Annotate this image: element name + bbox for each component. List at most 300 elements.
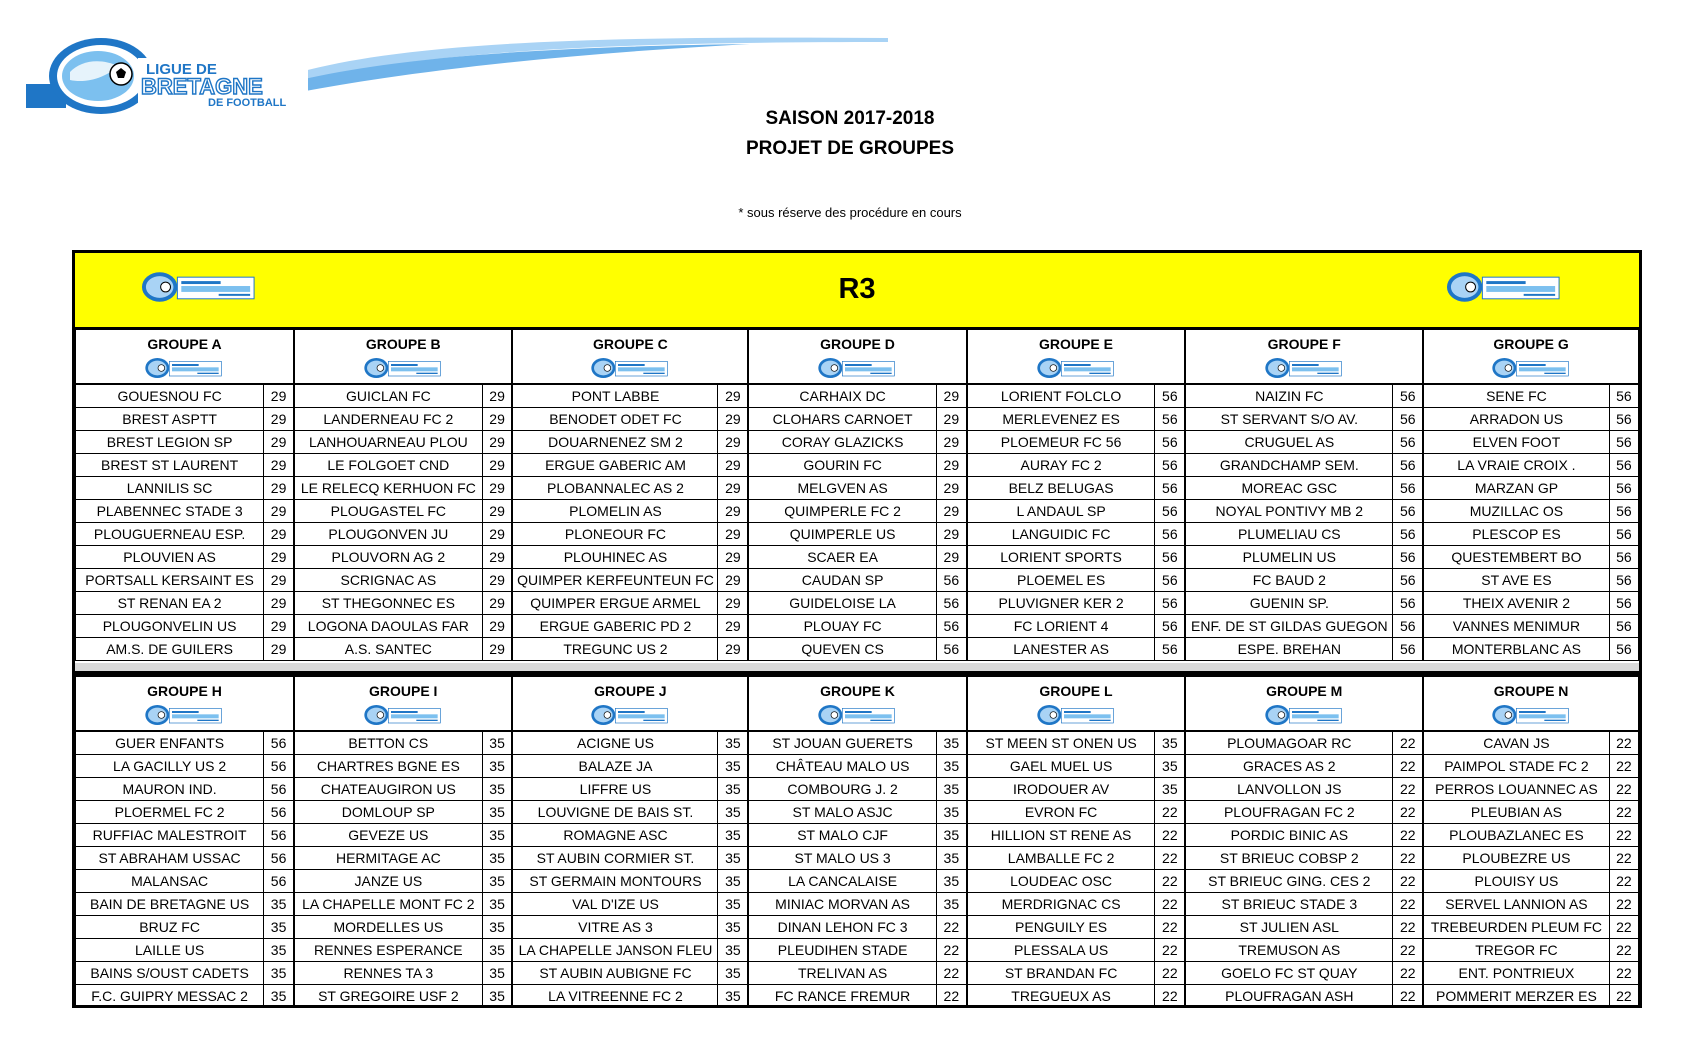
team-department: 29 bbox=[264, 500, 294, 523]
team-name: PLOUGUERNEAU ESP. bbox=[76, 523, 264, 546]
team-name: LOUVIGNE DE BAIS ST. bbox=[512, 801, 718, 824]
ligue-bretagne-logo-icon bbox=[1036, 356, 1116, 380]
team-department: 22 bbox=[1609, 847, 1638, 870]
team-name: PLOMELIN AS bbox=[512, 500, 718, 523]
group-name: GROUPE D bbox=[820, 336, 895, 352]
group-header bbox=[512, 330, 748, 385]
team-name: QUESTEMBERT BO bbox=[1423, 546, 1609, 569]
team-department: 56 bbox=[1155, 408, 1185, 431]
team-department: 29 bbox=[482, 523, 512, 546]
team-department: 35 bbox=[482, 755, 512, 778]
team-department: 35 bbox=[264, 985, 294, 1008]
team-name: ST MALO ASJC bbox=[748, 801, 936, 824]
team-department: 56 bbox=[1609, 477, 1638, 500]
team-name: LORIENT FOLCLO bbox=[967, 384, 1155, 408]
team-department: 56 bbox=[1393, 500, 1423, 523]
team-name: HILLION ST RENE AS bbox=[967, 824, 1155, 847]
team-name: GUIDELOISE LA bbox=[748, 592, 936, 615]
team-name: ST RENAN EA 2 bbox=[76, 592, 264, 615]
team-name: PLOUFRAGAN ASH bbox=[1185, 985, 1393, 1008]
team-name: ST JOUAN GUERETS bbox=[748, 731, 936, 755]
team-department: 35 bbox=[718, 778, 748, 801]
group-name: GROUPE C bbox=[593, 336, 668, 352]
team-name: IRODOUER AV bbox=[967, 778, 1155, 801]
team-department: 35 bbox=[936, 870, 966, 893]
group-header bbox=[1423, 677, 1638, 732]
team-name: HERMITAGE AC bbox=[294, 847, 482, 870]
team-name: ST BRIEUC GING. CES 2 bbox=[1185, 870, 1393, 893]
team-department: 56 bbox=[936, 615, 966, 638]
team-department: 22 bbox=[1393, 824, 1423, 847]
groups-block-top bbox=[75, 329, 1639, 661]
team-name: LOGONA DAOULAS FAR bbox=[294, 615, 482, 638]
team-department: 35 bbox=[482, 962, 512, 985]
team-department: 22 bbox=[1155, 847, 1185, 870]
team-name: POMMERIT MERZER ES bbox=[1423, 985, 1609, 1008]
team-name: LE RELECQ KERHUON FC bbox=[294, 477, 482, 500]
team-department: 35 bbox=[264, 939, 294, 962]
team-department: 29 bbox=[936, 523, 966, 546]
team-department: 29 bbox=[482, 592, 512, 615]
ligue-bretagne-logo-icon bbox=[1264, 356, 1344, 380]
team-name: AM.S. DE GUILERS bbox=[76, 638, 264, 661]
team-name: ESPE. BREHAN bbox=[1185, 638, 1393, 661]
team-department: 22 bbox=[1155, 801, 1185, 824]
team-department: 29 bbox=[482, 384, 512, 408]
team-name: ST MALO CJF bbox=[748, 824, 936, 847]
team-department: 29 bbox=[264, 408, 294, 431]
team-name: ACIGNE US bbox=[512, 731, 718, 755]
team-name: QUIMPERLE US bbox=[748, 523, 936, 546]
team-name: GOUESNOU FC bbox=[76, 384, 264, 408]
team-name: LA GACILLY US 2 bbox=[76, 755, 264, 778]
team-name: PLESCOP ES bbox=[1423, 523, 1609, 546]
team-department: 22 bbox=[1155, 870, 1185, 893]
team-department: 29 bbox=[482, 408, 512, 431]
group-name: GROUPE A bbox=[147, 336, 222, 352]
team-name: ST GERMAIN MONTOURS bbox=[512, 870, 718, 893]
team-name: TREGUNC US 2 bbox=[512, 638, 718, 661]
team-name: PLONEOUR FC bbox=[512, 523, 718, 546]
team-name: AURAY FC 2 bbox=[967, 454, 1155, 477]
team-name: ELVEN FOOT bbox=[1423, 431, 1609, 454]
team-department: 35 bbox=[718, 985, 748, 1008]
team-department: 29 bbox=[264, 384, 294, 408]
team-department: 35 bbox=[718, 916, 748, 939]
team-department: 56 bbox=[1155, 546, 1185, 569]
team-name: BENODET ODET FC bbox=[512, 408, 718, 431]
ligue-bretagne-logo-icon bbox=[817, 703, 897, 727]
team-department: 35 bbox=[482, 985, 512, 1008]
team-department: 35 bbox=[718, 755, 748, 778]
group-header bbox=[294, 677, 512, 732]
table-row bbox=[76, 824, 1639, 847]
table-row bbox=[76, 801, 1639, 824]
team-department: 29 bbox=[936, 384, 966, 408]
table-row bbox=[76, 916, 1639, 939]
group-name: GROUPE B bbox=[365, 336, 441, 352]
team-department: 56 bbox=[264, 778, 294, 801]
team-name: GAEL MUEL US bbox=[967, 755, 1155, 778]
team-name: LAILLE US bbox=[76, 939, 264, 962]
team-department: 35 bbox=[1155, 755, 1185, 778]
team-department: 29 bbox=[264, 615, 294, 638]
team-department: 35 bbox=[482, 847, 512, 870]
table-row bbox=[76, 870, 1639, 893]
team-name: PLOUBAZLANEC ES bbox=[1423, 824, 1609, 847]
team-department: 56 bbox=[1155, 523, 1185, 546]
team-department: 56 bbox=[1155, 454, 1185, 477]
team-name: ST BRANDAN FC bbox=[967, 962, 1155, 985]
team-department: 35 bbox=[482, 893, 512, 916]
team-department: 35 bbox=[936, 847, 966, 870]
team-name: GEVEZE US bbox=[294, 824, 482, 847]
team-name: VANNES MENIMUR bbox=[1423, 615, 1609, 638]
team-name: MERLEVENEZ ES bbox=[967, 408, 1155, 431]
ligue-bretagne-logo-icon bbox=[144, 356, 224, 380]
team-name: PLOUHINEC AS bbox=[512, 546, 718, 569]
team-name: MONTERBLANC AS bbox=[1423, 638, 1609, 661]
team-name: LANESTER AS bbox=[967, 638, 1155, 661]
group-name: GROUPE M bbox=[1266, 683, 1343, 699]
table-row bbox=[76, 500, 1639, 523]
division-banner bbox=[75, 253, 1639, 329]
team-name: QUIMPER ERGUE ARMEL bbox=[512, 592, 718, 615]
team-department: 56 bbox=[264, 731, 294, 755]
team-name: MELGVEN AS bbox=[748, 477, 936, 500]
team-department: 29 bbox=[264, 638, 294, 661]
team-department: 29 bbox=[718, 615, 748, 638]
team-department: 29 bbox=[936, 431, 966, 454]
team-department: 22 bbox=[1393, 731, 1423, 755]
team-name: THEIX AVENIR 2 bbox=[1423, 592, 1609, 615]
team-department: 22 bbox=[1393, 870, 1423, 893]
team-name: LANVOLLON JS bbox=[1185, 778, 1393, 801]
team-department: 22 bbox=[936, 916, 966, 939]
team-department: 22 bbox=[1155, 939, 1185, 962]
table-row bbox=[76, 778, 1639, 801]
team-department: 56 bbox=[1155, 615, 1185, 638]
team-name: TRELIVAN AS bbox=[748, 962, 936, 985]
team-name: PLOUVIEN AS bbox=[76, 546, 264, 569]
team-name: CHÂTEAU MALO US bbox=[748, 755, 936, 778]
group-header bbox=[294, 330, 512, 385]
team-name: SCRIGNAC AS bbox=[294, 569, 482, 592]
team-department: 22 bbox=[1155, 985, 1185, 1008]
team-department: 22 bbox=[1393, 962, 1423, 985]
team-name: BRUZ FC bbox=[76, 916, 264, 939]
team-department: 56 bbox=[1393, 384, 1423, 408]
team-department: 22 bbox=[1609, 893, 1638, 916]
team-department: 22 bbox=[1393, 893, 1423, 916]
team-department: 29 bbox=[482, 546, 512, 569]
team-department: 29 bbox=[264, 454, 294, 477]
team-department: 56 bbox=[1609, 454, 1638, 477]
team-name: SENE FC bbox=[1423, 384, 1609, 408]
team-department: 29 bbox=[936, 477, 966, 500]
team-name: PLUMELIN US bbox=[1185, 546, 1393, 569]
team-name: COMBOURG J. 2 bbox=[748, 778, 936, 801]
team-name: CLOHARS CARNOET bbox=[748, 408, 936, 431]
team-name: L ANDAUL SP bbox=[967, 500, 1155, 523]
groups-table bbox=[75, 676, 1639, 1008]
team-department: 56 bbox=[936, 638, 966, 661]
team-name: EVRON FC bbox=[967, 801, 1155, 824]
team-name: BREST ASPTT bbox=[76, 408, 264, 431]
team-department: 56 bbox=[1609, 569, 1638, 592]
team-name: DOMLOUP SP bbox=[294, 801, 482, 824]
table-row bbox=[76, 939, 1639, 962]
team-name: ROMAGNE ASC bbox=[512, 824, 718, 847]
team-name: CARHAIX DC bbox=[748, 384, 936, 408]
team-name: QUIMPER KERFEUNTEUN FC bbox=[512, 569, 718, 592]
team-name: ST BRIEUC COBSP 2 bbox=[1185, 847, 1393, 870]
team-name: F.C. GUIPRY MESSAC 2 bbox=[76, 985, 264, 1008]
team-name: TREMUSON AS bbox=[1185, 939, 1393, 962]
team-department: 35 bbox=[482, 939, 512, 962]
team-name: PLOERMEL FC 2 bbox=[76, 801, 264, 824]
team-department: 56 bbox=[1393, 638, 1423, 661]
team-name: CHARTRES BGNE ES bbox=[294, 755, 482, 778]
team-department: 22 bbox=[1155, 893, 1185, 916]
project-title: PROJET DE GROUPES bbox=[746, 138, 954, 159]
team-name: ST AVE ES bbox=[1423, 569, 1609, 592]
team-name: MUZILLAC OS bbox=[1423, 500, 1609, 523]
team-department: 29 bbox=[718, 523, 748, 546]
team-name: ERGUE GABERIC AM bbox=[512, 454, 718, 477]
team-department: 35 bbox=[936, 778, 966, 801]
team-department: 29 bbox=[718, 592, 748, 615]
group-name: GROUPE H bbox=[147, 683, 222, 699]
team-name: LA CANCALAISE bbox=[748, 870, 936, 893]
team-name: LANDERNEAU FC 2 bbox=[294, 408, 482, 431]
team-name: NOYAL PONTIVY MB 2 bbox=[1185, 500, 1393, 523]
table-row bbox=[76, 638, 1639, 661]
team-department: 29 bbox=[936, 500, 966, 523]
team-department: 29 bbox=[718, 384, 748, 408]
team-department: 56 bbox=[1155, 569, 1185, 592]
team-department: 56 bbox=[1393, 431, 1423, 454]
team-department: 56 bbox=[1393, 408, 1423, 431]
team-department: 56 bbox=[1609, 384, 1638, 408]
division-title: R3 bbox=[838, 273, 876, 305]
group-name: GROUPE L bbox=[1039, 683, 1113, 699]
team-department: 56 bbox=[1393, 615, 1423, 638]
table-row bbox=[76, 408, 1639, 431]
team-department: 35 bbox=[718, 731, 748, 755]
team-name: PLEUDIHEN STADE bbox=[748, 939, 936, 962]
team-name: CORAY GLAZICKS bbox=[748, 431, 936, 454]
team-department: 56 bbox=[1609, 431, 1638, 454]
team-department: 29 bbox=[718, 638, 748, 661]
team-department: 56 bbox=[1393, 523, 1423, 546]
team-department: 35 bbox=[936, 731, 966, 755]
team-name: MINIAC MORVAN AS bbox=[748, 893, 936, 916]
team-name: PLOUAY FC bbox=[748, 615, 936, 638]
team-department: 29 bbox=[718, 454, 748, 477]
groups-table bbox=[75, 329, 1639, 661]
team-department: 22 bbox=[1155, 962, 1185, 985]
team-department: 35 bbox=[718, 801, 748, 824]
groups-sheet bbox=[72, 250, 1642, 1008]
team-name: PLESSALA US bbox=[967, 939, 1155, 962]
team-name: ST JULIEN ASL bbox=[1185, 916, 1393, 939]
team-name: PLOUMAGOAR RC bbox=[1185, 731, 1393, 755]
team-name: PORDIC BINIC AS bbox=[1185, 824, 1393, 847]
team-name: PLOBANNALEC AS 2 bbox=[512, 477, 718, 500]
table-row bbox=[76, 454, 1639, 477]
team-department: 56 bbox=[1393, 592, 1423, 615]
svg-text:DE FOOTBALL: DE FOOTBALL bbox=[208, 97, 287, 109]
groups-block-bottom bbox=[75, 671, 1639, 1008]
team-name: FC BAUD 2 bbox=[1185, 569, 1393, 592]
team-department: 22 bbox=[936, 985, 966, 1008]
team-department: 29 bbox=[718, 569, 748, 592]
team-department: 22 bbox=[1393, 801, 1423, 824]
team-department: 22 bbox=[1155, 916, 1185, 939]
team-department: 56 bbox=[936, 592, 966, 615]
table-row bbox=[76, 731, 1639, 755]
team-department: 35 bbox=[936, 755, 966, 778]
team-name: PLOUVORN AG 2 bbox=[294, 546, 482, 569]
team-department: 22 bbox=[1609, 801, 1638, 824]
team-department: 56 bbox=[264, 870, 294, 893]
ligue-bretagne-logo-icon bbox=[1264, 703, 1344, 727]
team-name: LE FOLGOET CND bbox=[294, 454, 482, 477]
team-name: PORTSALL KERSAINT ES bbox=[76, 569, 264, 592]
team-name: QUEVEN CS bbox=[748, 638, 936, 661]
team-department: 29 bbox=[718, 500, 748, 523]
team-department: 22 bbox=[1609, 870, 1638, 893]
table-row bbox=[76, 755, 1639, 778]
group-header bbox=[1185, 677, 1423, 732]
team-department: 56 bbox=[1393, 454, 1423, 477]
team-name: PAIMPOL STADE FC 2 bbox=[1423, 755, 1609, 778]
team-name: CHATEAUGIRON US bbox=[294, 778, 482, 801]
group-header bbox=[1185, 330, 1423, 385]
team-name: MARZAN GP bbox=[1423, 477, 1609, 500]
team-department: 35 bbox=[264, 893, 294, 916]
team-department: 29 bbox=[264, 592, 294, 615]
table-row bbox=[76, 384, 1639, 408]
group-header bbox=[967, 330, 1185, 385]
team-name: ST MEEN ST ONEN US bbox=[967, 731, 1155, 755]
team-name: CAUDAN SP bbox=[748, 569, 936, 592]
team-department: 35 bbox=[482, 778, 512, 801]
team-name: LAMBALLE FC 2 bbox=[967, 847, 1155, 870]
team-name: PENGUILY ES bbox=[967, 916, 1155, 939]
team-name: GRACES AS 2 bbox=[1185, 755, 1393, 778]
team-department: 29 bbox=[264, 431, 294, 454]
team-name: LANNILIS SC bbox=[76, 477, 264, 500]
group-name: GROUPE K bbox=[820, 683, 895, 699]
table-row bbox=[76, 615, 1639, 638]
team-department: 29 bbox=[718, 408, 748, 431]
team-name: RENNES ESPERANCE bbox=[294, 939, 482, 962]
team-name: SERVEL LANNION AS bbox=[1423, 893, 1609, 916]
team-name: VAL D'IZE US bbox=[512, 893, 718, 916]
ligue-bretagne-logo-icon bbox=[363, 703, 443, 727]
team-department: 22 bbox=[936, 939, 966, 962]
team-department: 29 bbox=[936, 408, 966, 431]
svg-text:LIGUE DE: LIGUE DE bbox=[146, 61, 217, 78]
team-name: GUER ENFANTS bbox=[76, 731, 264, 755]
team-department: 35 bbox=[1155, 731, 1185, 755]
table-row bbox=[76, 523, 1639, 546]
team-department: 29 bbox=[936, 546, 966, 569]
team-name: MALANSAC bbox=[76, 870, 264, 893]
team-name: GOURIN FC bbox=[748, 454, 936, 477]
team-department: 29 bbox=[482, 431, 512, 454]
team-name: ST AUBIN AUBIGNE FC bbox=[512, 962, 718, 985]
team-department: 35 bbox=[482, 801, 512, 824]
team-department: 56 bbox=[1393, 546, 1423, 569]
group-name: GROUPE J bbox=[594, 683, 667, 699]
team-department: 29 bbox=[482, 569, 512, 592]
table-row bbox=[76, 847, 1639, 870]
team-department: 29 bbox=[264, 546, 294, 569]
team-department: 22 bbox=[1393, 916, 1423, 939]
team-name: VITRE AS 3 bbox=[512, 916, 718, 939]
team-department: 29 bbox=[482, 615, 512, 638]
team-name: RENNES TA 3 bbox=[294, 962, 482, 985]
team-name: FC LORIENT 4 bbox=[967, 615, 1155, 638]
team-name: PLOUBEZRE US bbox=[1423, 847, 1609, 870]
team-name: SCAER EA bbox=[748, 546, 936, 569]
team-department: 35 bbox=[718, 962, 748, 985]
team-department: 35 bbox=[718, 847, 748, 870]
team-department: 22 bbox=[1609, 755, 1638, 778]
team-name: JANZE US bbox=[294, 870, 482, 893]
team-department: 35 bbox=[1155, 778, 1185, 801]
team-department: 22 bbox=[1609, 939, 1638, 962]
table-row bbox=[76, 592, 1639, 615]
team-department: 22 bbox=[1393, 778, 1423, 801]
team-department: 35 bbox=[482, 916, 512, 939]
team-department: 22 bbox=[1393, 847, 1423, 870]
group-header bbox=[1423, 330, 1638, 385]
team-name: DOUARNENEZ SM 2 bbox=[512, 431, 718, 454]
team-department: 35 bbox=[936, 801, 966, 824]
team-name: ST SERVANT S/O AV. bbox=[1185, 408, 1393, 431]
ligue-bretagne-logo-icon bbox=[590, 356, 670, 380]
team-department: 56 bbox=[1609, 592, 1638, 615]
team-name: QUIMPERLE FC 2 bbox=[748, 500, 936, 523]
team-name: ST GREGOIRE USF 2 bbox=[294, 985, 482, 1008]
team-department: 29 bbox=[264, 569, 294, 592]
team-name: LOUDEAC OSC bbox=[967, 870, 1155, 893]
table-row bbox=[76, 546, 1639, 569]
team-name: LA CHAPELLE MONT FC 2 bbox=[294, 893, 482, 916]
ligue-bretagne-logo-icon bbox=[1491, 703, 1571, 727]
team-name: MAURON IND. bbox=[76, 778, 264, 801]
team-name: PLABENNEC STADE 3 bbox=[76, 500, 264, 523]
team-name: MOREAC GSC bbox=[1185, 477, 1393, 500]
team-department: 29 bbox=[264, 523, 294, 546]
team-department: 29 bbox=[482, 454, 512, 477]
team-department: 35 bbox=[482, 870, 512, 893]
table-row bbox=[76, 962, 1639, 985]
team-department: 56 bbox=[1155, 638, 1185, 661]
team-department: 22 bbox=[936, 962, 966, 985]
team-name: GOELO FC ST QUAY bbox=[1185, 962, 1393, 985]
ligue-bretagne-logo-icon bbox=[1036, 703, 1116, 727]
group-name: GROUPE F bbox=[1267, 336, 1341, 352]
team-name: ST THEGONNEC ES bbox=[294, 592, 482, 615]
group-name: GROUPE N bbox=[1493, 683, 1569, 699]
team-name: BREST LEGION SP bbox=[76, 431, 264, 454]
team-department: 29 bbox=[482, 477, 512, 500]
